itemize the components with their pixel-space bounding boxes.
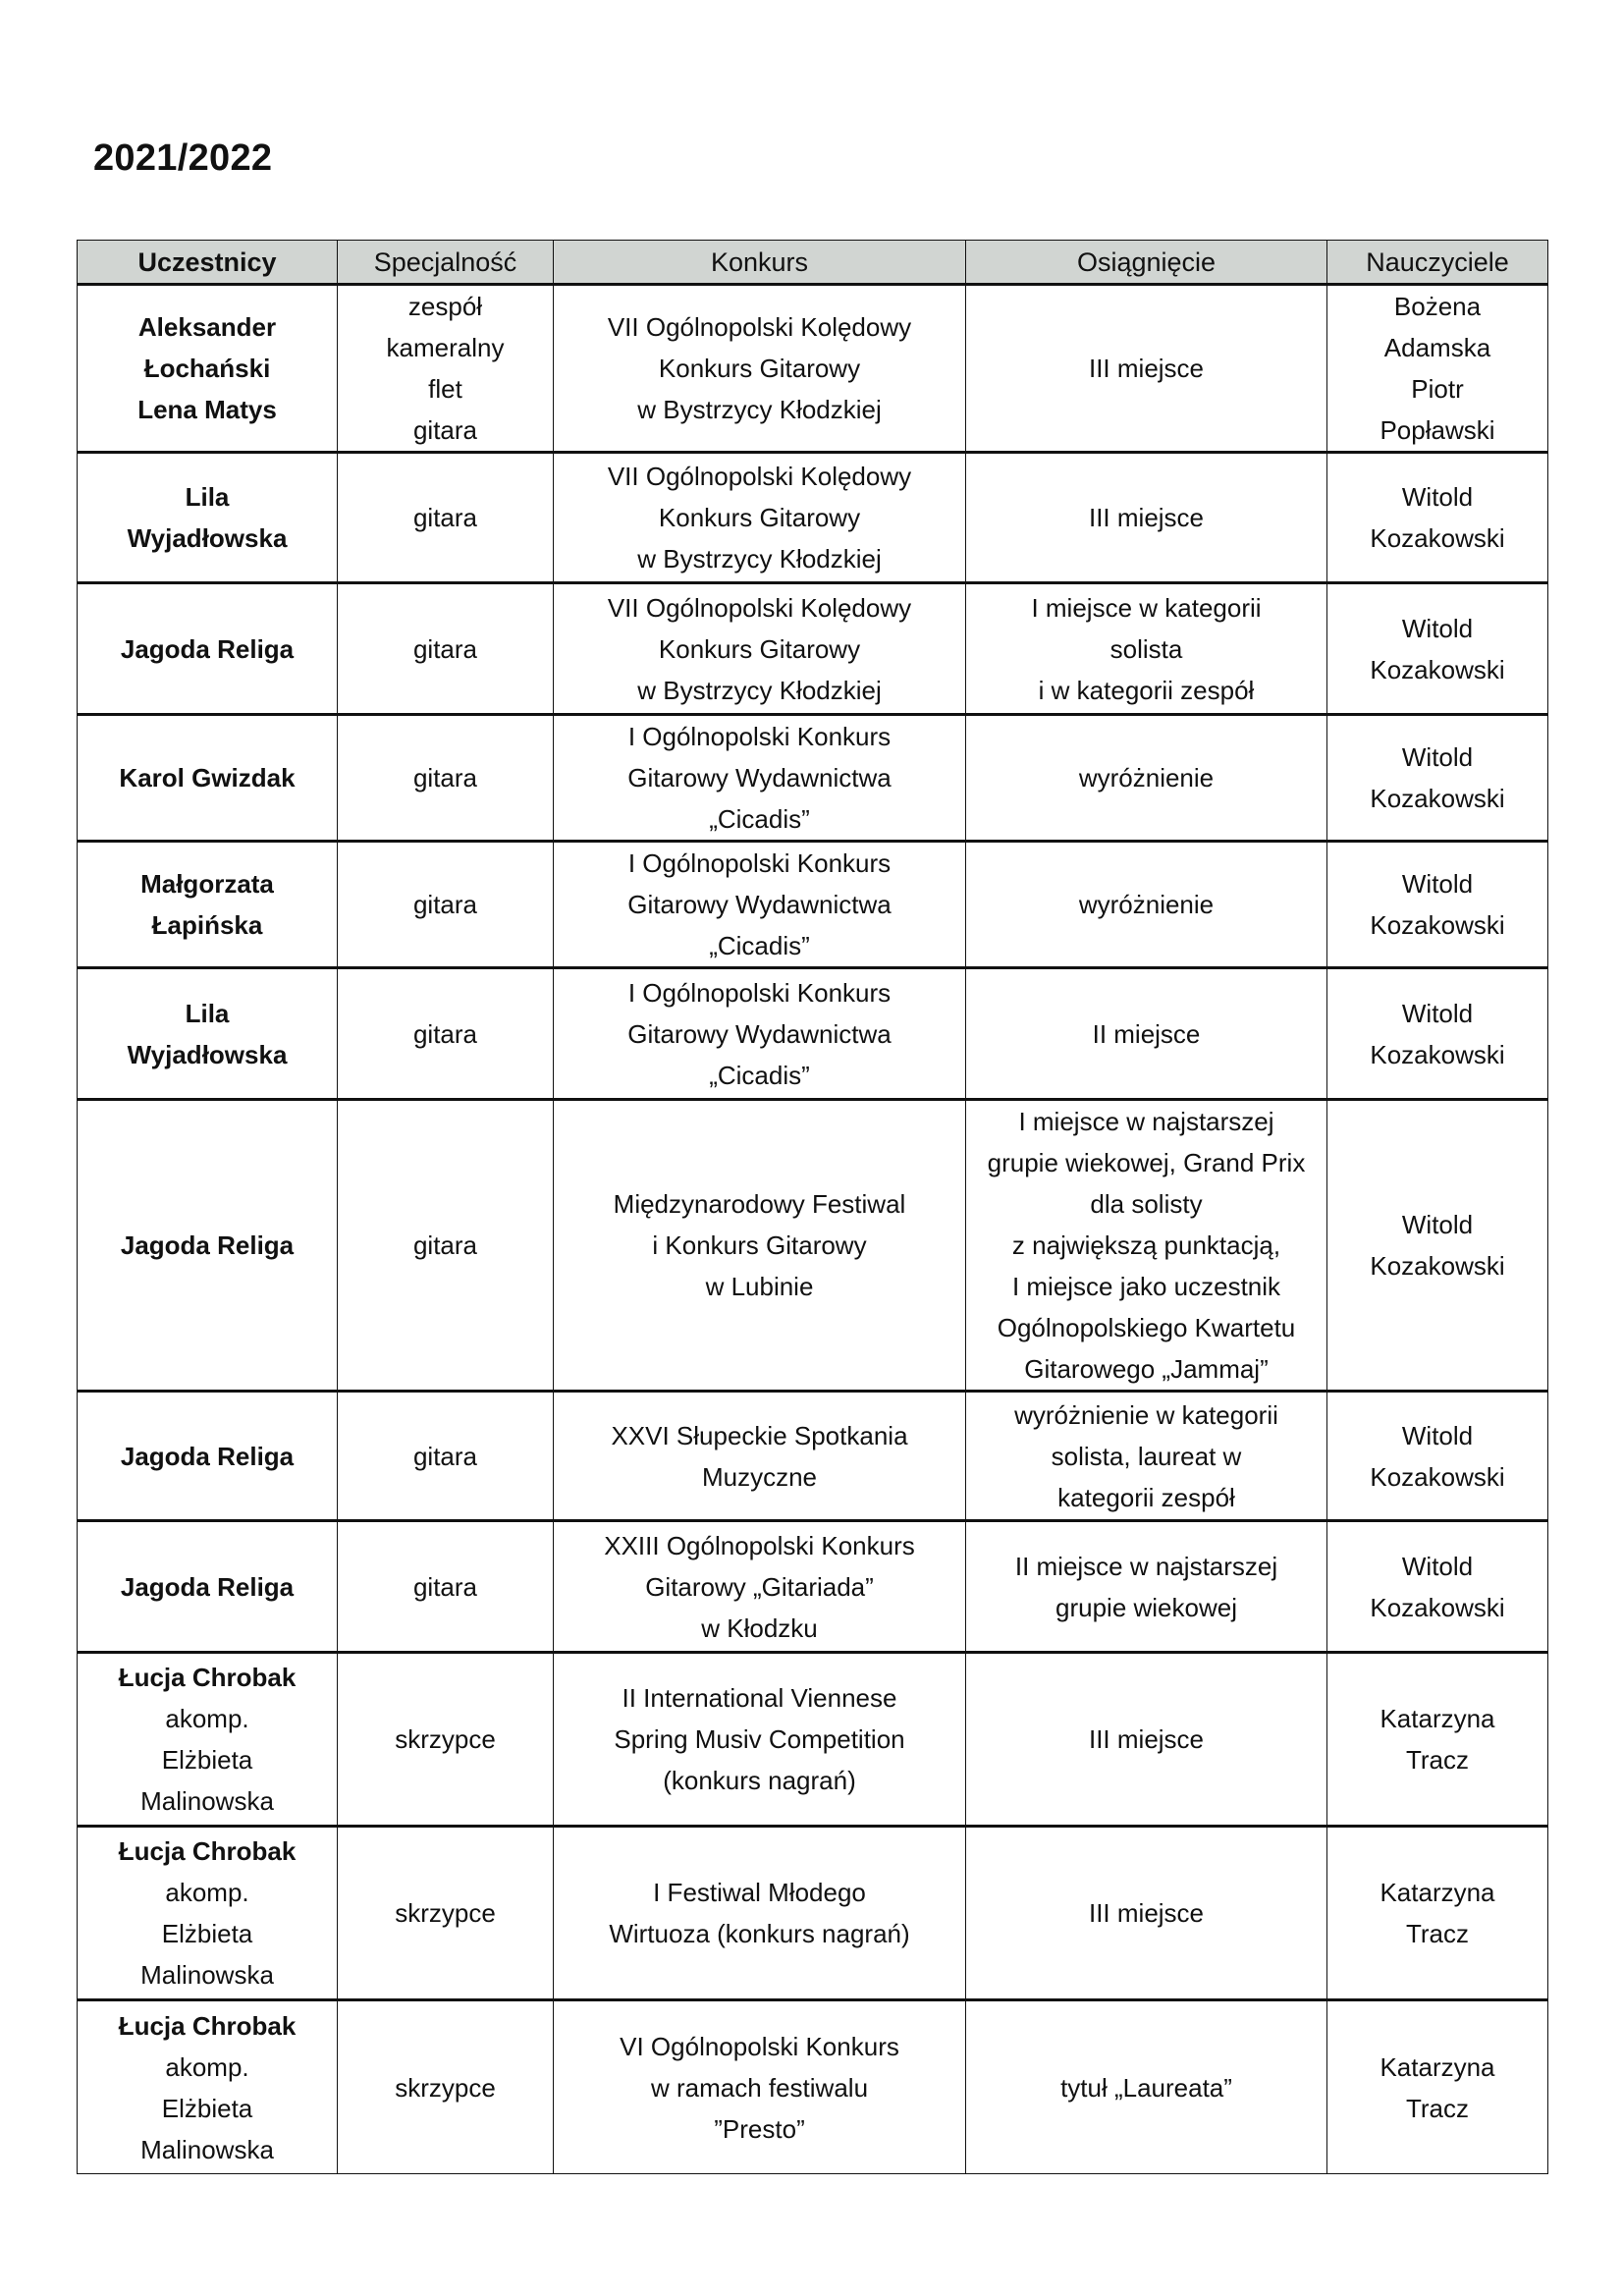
cell-teachers [1327,968,1548,1100]
cell-participants-line: Aleksander [137,312,277,342]
cell-competition-line: w Bystrzycy Kłodzkiej [637,544,882,574]
cell-participants [78,968,338,1100]
cell-specialty [338,842,554,968]
cell-participants [78,2000,338,2174]
cell-achievement-line: III miejsce [1088,1898,1205,1928]
cell-participants-line: Jagoda Religa [120,633,295,664]
cell-teachers-line: Tracz [1405,2093,1470,2123]
cell-achievement-line: grupie wiekowej [1055,1592,1237,1622]
cell-specialty-line: gitara [412,890,478,919]
accompanist-line: Elżbieta [161,1919,253,1948]
cell-participants [78,1827,338,2000]
table-row [78,842,1548,968]
cell-competition-line: Gitarowy Wydawnictwa [627,763,892,793]
cell-achievement [966,453,1327,583]
cell-teachers-line: Kozakowski [1370,1461,1505,1492]
cell-teachers-line: Kozakowski [1370,784,1505,813]
cell-teachers-line: Adamska [1383,333,1491,362]
cell-participants-line: Małgorzata [140,869,274,899]
cell-participants-line: Jagoda Religa [120,1441,295,1471]
cell-achievement-line: II miejsce [1092,1018,1201,1049]
cell-specialty [338,715,554,842]
cell-participants-line: Jagoda Religa [120,1230,295,1260]
table-row [78,1392,1548,1521]
cell-competition [554,1392,966,1521]
accompanist-line: Malinowska [140,1786,274,1816]
cell-teachers-line: Kozakowski [1370,523,1505,553]
cell-teachers-line: Witold [1401,742,1474,772]
cell-competition-line: „Cicadis” [709,804,810,834]
cell-participants [78,842,338,968]
cell-participants-line: Łochański [143,354,271,383]
cell-achievement-line: kategorii zespół [1057,1482,1235,1512]
cell-achievement-line: III miejsce [1088,354,1205,383]
cell-specialty-line: gitara [412,1571,478,1602]
cell-competition-line: w Lubinie [705,1272,814,1301]
cell-achievement-line: I miejsce w najstarszej [1018,1107,1274,1136]
table-row [78,1521,1548,1653]
cell-competition-line: XXIII Ogólnopolski Konkurs [604,1530,915,1560]
cell-achievement-line: III miejsce [1088,503,1205,532]
cell-teachers [1327,583,1548,715]
cell-achievement-line: I miejsce jako uczestnik [1011,1272,1281,1301]
cell-participants-line: Lila [185,998,230,1028]
cell-teachers-line: Witold [1401,998,1474,1028]
cell-specialty-line: skrzypce [395,1898,496,1928]
cell-competition-line: w Bystrzycy Kłodzkiej [637,395,882,424]
cell-competition [554,453,966,583]
cell-teachers-line: Kozakowski [1370,1251,1505,1281]
table-row [78,2000,1548,2174]
cell-teachers [1327,453,1548,583]
cell-achievement [966,583,1327,715]
cell-participants-line: Wyjadłowska [127,1039,288,1069]
cell-participants-line: Lila [185,482,230,512]
cell-achievement-line: II miejsce w najstarszej [1014,1551,1278,1581]
cell-teachers-line: Kozakowski [1370,910,1505,940]
cell-competition-line: XXVI Słupeckie Spotkania [611,1420,908,1450]
cell-specialty-line: gitara [412,415,478,445]
accompanist-line: Malinowska [140,1960,274,1990]
cell-competition-line: Wirtuoza (konkurs nagrań) [609,1919,910,1948]
cell-competition-line: I Festiwal Młodego [653,1878,866,1907]
cell-competition-line: Konkurs Gitarowy [658,633,861,664]
cell-teachers-line: Bożena [1393,292,1482,321]
table-row [78,715,1548,842]
cell-specialty-line: gitara [412,1441,478,1471]
table-row [78,583,1548,715]
cell-competition [554,1100,966,1392]
cell-competition-line: i Konkurs Gitarowy [652,1230,867,1260]
cell-achievement [966,1521,1327,1653]
cell-teachers [1327,285,1548,453]
cell-specialty [338,968,554,1100]
cell-achievement [966,1100,1327,1392]
table-row [78,453,1548,583]
cell-achievement [966,1653,1327,1827]
header-teachers: Nauczyciele [1327,241,1548,285]
cell-participants-line: Karol Gwizdak [119,763,296,793]
cell-competition-line: VII Ogólnopolski Kolędowy [607,462,912,491]
cell-competition-line: II International Viennese [622,1683,897,1713]
cell-specialty-line: zespół [407,292,483,321]
cell-competition-line: w ramach festiwalu [650,2072,869,2103]
accompanist-line: Elżbieta [161,2093,253,2123]
cell-specialty-line: gitara [412,503,478,532]
cell-specialty [338,583,554,715]
cell-participants-line: Łucja Chrobak [118,1663,297,1692]
table-row [78,1100,1548,1392]
cell-competition-line: Spring Musiv Competition [614,1724,905,1754]
cell-achievement-line: III miejsce [1088,1724,1205,1754]
page-title: 2021/2022 [93,137,273,179]
cell-competition [554,1521,966,1653]
cell-participants-line: Łucja Chrobak [118,2010,297,2041]
cell-teachers [1327,1392,1548,1521]
cell-participants [78,285,338,453]
cell-achievement [966,715,1327,842]
cell-participants-line: Łucja Chrobak [118,1836,297,1866]
cell-teachers-line: Witold [1401,482,1474,512]
cell-specialty [338,1653,554,1827]
cell-competition-line: (konkurs nagrań) [663,1766,856,1795]
cell-specialty-line: gitara [412,763,478,793]
cell-specialty-line: gitara [412,1230,478,1260]
cell-achievement [966,1827,1327,2000]
cell-participants [78,715,338,842]
cell-achievement-line: wyróżnienie [1078,890,1215,919]
cell-achievement-line: i w kategorii zespół [1038,675,1255,705]
cell-specialty-line: flet [428,374,462,404]
cell-competition-line: ”Presto” [714,2113,805,2144]
cell-teachers [1327,715,1548,842]
cell-competition [554,1827,966,2000]
cell-competition-line: I Ogólnopolski Konkurs [627,722,892,751]
cell-competition [554,1653,966,1827]
cell-participants-line: Jagoda Religa [120,1571,295,1602]
cell-competition [554,2000,966,2174]
cell-teachers-line: Popławski [1380,415,1495,445]
cell-achievement-line: dla solisty [1090,1189,1203,1219]
cell-teachers-line: Witold [1401,869,1474,899]
cell-achievement-line: z największą punktacją, [1011,1230,1281,1260]
table-row [78,968,1548,1100]
cell-competition-line: „Cicadis” [709,931,810,960]
cell-specialty [338,453,554,583]
cell-achievement [966,1392,1327,1521]
cell-specialty-line: skrzypce [395,2072,496,2103]
cell-achievement-line: wyróżnienie w kategorii [1014,1399,1278,1430]
cell-competition [554,842,966,968]
cell-achievement-line: wyróżnienie [1078,763,1215,793]
cell-teachers [1327,1653,1548,1827]
cell-competition [554,583,966,715]
cell-achievement [966,968,1327,1100]
cell-specialty [338,1827,554,2000]
cell-participants [78,1100,338,1392]
cell-teachers-line: Kozakowski [1370,1592,1505,1622]
cell-competition [554,285,966,453]
accompanist-line: akomp. [165,2051,249,2082]
cell-competition-line: Gitarowy Wydawnictwa [627,1018,892,1049]
cell-participants [78,1392,338,1521]
cell-participants [78,453,338,583]
cell-specialty [338,1521,554,1653]
cell-teachers-line: Katarzyna [1380,1704,1495,1733]
header-participants: Uczestnicy [78,241,338,285]
table-body [78,285,1548,2174]
cell-teachers [1327,2000,1548,2174]
cell-competition-line: Konkurs Gitarowy [658,354,861,383]
cell-teachers [1327,1827,1548,2000]
cell-competition-line: I Ogólnopolski Konkurs [627,977,892,1008]
cell-specialty [338,2000,554,2174]
accompanist-line: Malinowska [140,2134,274,2164]
cell-specialty-line: kameralny [386,333,505,362]
cell-competition-line: „Cicadis” [709,1060,810,1090]
table-header-row [78,241,1548,285]
cell-achievement-line: tytuł „Laureata” [1060,2072,1232,2103]
cell-achievement-line: solista, laureat w [1051,1441,1242,1471]
table-row [78,285,1548,453]
cell-competition-line: Międzynarodowy Festiwal [613,1189,906,1219]
cell-teachers [1327,842,1548,968]
cell-participants-line: Lena Matys [137,395,277,424]
header-specialty: Specjalność [338,241,554,285]
cell-teachers-line: Kozakowski [1370,1039,1505,1069]
cell-competition-line: w Kłodzku [701,1613,818,1643]
cell-teachers-line: Kozakowski [1370,654,1505,684]
cell-specialty [338,1392,554,1521]
cell-teachers-line: Katarzyna [1380,1878,1495,1907]
cell-participants-line: Wyjadłowska [127,523,288,553]
accompanist-line: akomp. [165,1704,249,1733]
cell-participants [78,583,338,715]
header-achievement: Osiągnięcie [966,241,1327,285]
cell-specialty-line: gitara [412,1018,478,1049]
cell-achievement-line: I miejsce w kategorii [1031,592,1262,623]
table-row [78,1827,1548,2000]
cell-competition-line: I Ogólnopolski Konkurs [627,848,892,878]
cell-competition-line: Konkurs Gitarowy [658,503,861,532]
cell-teachers-line: Witold [1401,1420,1474,1450]
header-competition: Konkurs [554,241,966,285]
cell-teachers-line: Witold [1401,613,1474,643]
cell-specialty [338,1100,554,1392]
cell-participants [78,1653,338,1827]
cell-achievement-line: Gitarowego „Jammaj” [1024,1354,1269,1384]
cell-competition-line: VI Ogólnopolski Konkurs [620,2031,899,2061]
cell-competition-line: Muzyczne [701,1461,818,1492]
cell-teachers [1327,1521,1548,1653]
accompanist-line: Elżbieta [161,1745,253,1775]
accompanist-line: akomp. [165,1878,249,1907]
cell-achievement-line: solista [1109,633,1183,664]
cell-competition-line: Gitarowy Wydawnictwa [627,890,892,919]
cell-competition [554,968,966,1100]
cell-achievement-line: grupie wiekowej, Grand Prix [987,1148,1306,1177]
cell-competition-line: Gitarowy „Gitariada” [645,1571,874,1602]
cell-specialty-line: gitara [412,633,478,664]
cell-teachers [1327,1100,1548,1392]
cell-achievement-line: Ogólnopolskiego Kwartetu [997,1313,1296,1342]
cell-competition-line: w Bystrzycy Kłodzkiej [637,675,882,705]
cell-competition [554,715,966,842]
cell-specialty [338,285,554,453]
cell-specialty-line: skrzypce [395,1724,496,1754]
achievements-table [77,240,1548,2174]
cell-achievement [966,285,1327,453]
cell-teachers-line: Tracz [1405,1745,1470,1775]
cell-competition-line: VII Ogólnopolski Kolędowy [607,592,912,623]
cell-achievement [966,842,1327,968]
cell-achievement [966,2000,1327,2174]
cell-teachers-line: Piotr [1411,374,1464,404]
cell-competition-line: VII Ogólnopolski Kolędowy [607,312,912,342]
cell-teachers-line: Witold [1401,1210,1474,1239]
cell-teachers-line: Katarzyna [1380,2051,1495,2082]
cell-participants [78,1521,338,1653]
cell-teachers-line: Tracz [1405,1919,1470,1948]
cell-teachers-line: Witold [1401,1551,1474,1581]
cell-participants-line: Łapińska [151,910,263,940]
table-row [78,1653,1548,1827]
